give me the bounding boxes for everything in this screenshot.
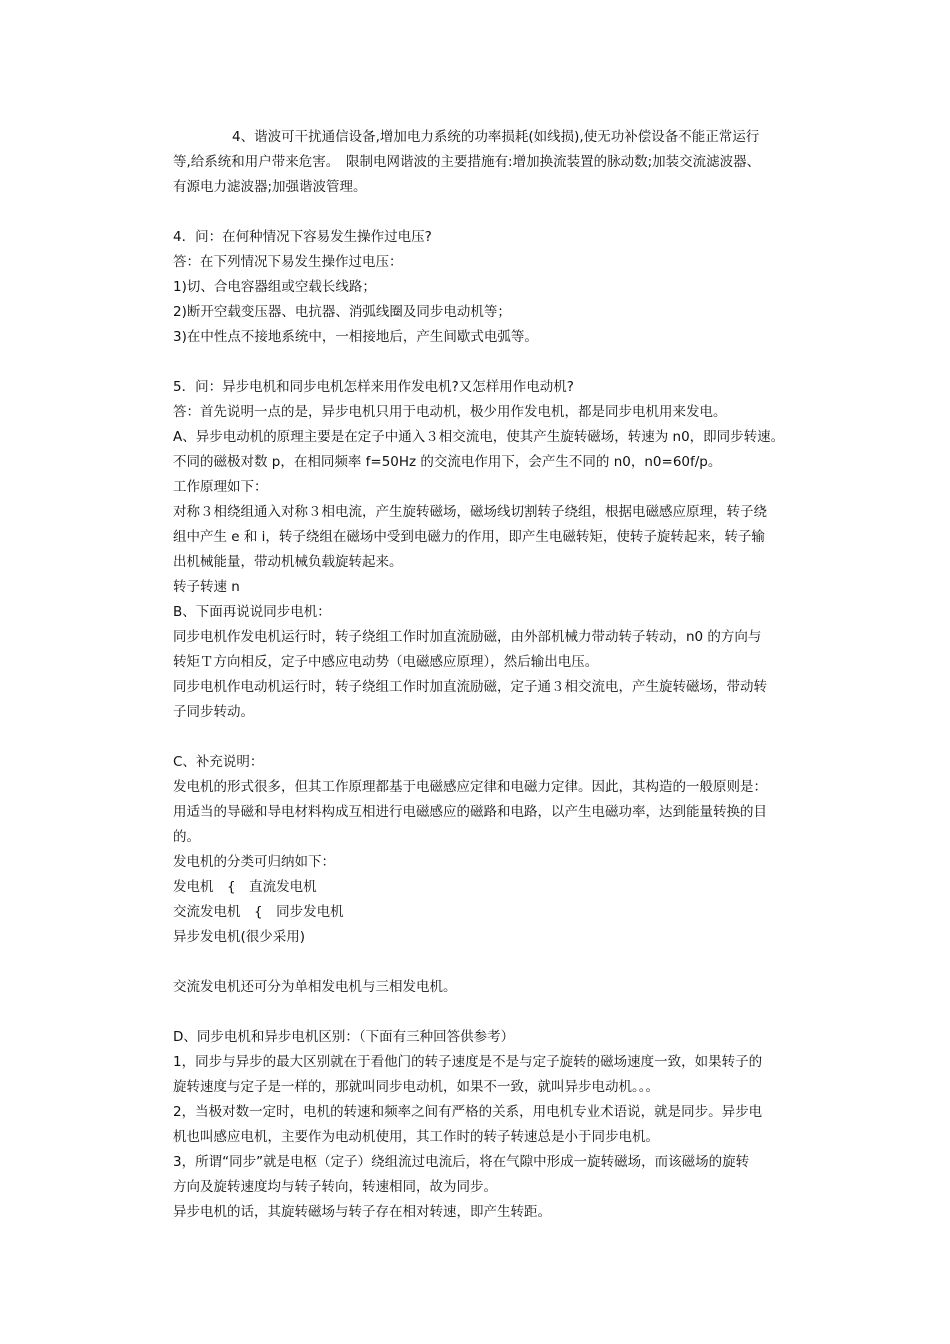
- paragraph-line: 交流发电机还可分为单相发电机与三相发电机。: [173, 979, 457, 995]
- question-heading: 5．问：异步电机和同步电机怎样来用作发电机?又怎样用作电动机?: [173, 379, 574, 395]
- paragraph-line: 不同的磁极对数 p，在相同频率 f=50Hz 的交流电作用下，会产生不同的 n0，n0=60f/p。: [173, 454, 722, 470]
- answer-line: 答：首先说明一点的是，异步电机只用于电动机，极少用作发电机，都是同步电机用来发电。: [173, 404, 727, 420]
- paragraph-line: 转矩Ｔ方向相反，定子中感应电动势（电磁感应原理），然后输出电压。: [173, 654, 599, 670]
- paragraph-line: 等,给系统和用户带来危害。 限制电网谐波的主要措施有:增加换流装置的脉动数;加装交流滤波器、: [173, 154, 761, 170]
- paragraph-line: 对称３相绕组通入对称３相电流，产生旋转磁场，磁场线切割转子绕组，根据电磁感应原理，转子绕: [173, 504, 767, 520]
- classification-line: 异步发电机(很少采用): [173, 929, 306, 945]
- paragraph-line: 异步电机的话，其旋转磁场与转子存在相对转速，即产生转距。: [173, 1204, 551, 1220]
- paragraph-line: 机也叫感应电机，主要作为电动机使用，其工作时的转子转速总是小于同步电机。: [173, 1129, 659, 1145]
- paragraph-line: 有源电力滤波器;加强谐波管理。: [173, 179, 367, 195]
- paragraph-line: 同步电机作发电机运行时，转子绕组工作时加直流励磁，由外部机械力带动转子转动，n0 的方向与: [173, 629, 762, 645]
- paragraph-line: 1，同步与异步的最大区别就在于看他门的转子速度是不是与定子旋转的磁场速度一致，如果转子的: [173, 1054, 763, 1070]
- paragraph-line: 出机械能量，带动机械负载旋转起来。: [173, 554, 403, 570]
- paragraph-line: 同步电机作电动机运行时，转子绕组工作时加直流励磁，定子通３相交流电，产生旋转磁场，带动转: [173, 679, 767, 695]
- paragraph-line-harmonics: 4、谐波可干扰通信设备,增加电力系统的功率损耗(如线损),使无功补偿设备不能正常运行: [232, 129, 760, 145]
- section-b-line: B、下面再说说同步电机：: [173, 604, 331, 620]
- paragraph-line: 的。: [173, 829, 200, 845]
- paragraph-line: 旋转速度与定子是一样的，那就叫同步电动机，如果不一致，就叫异步电动机。。。: [173, 1079, 659, 1095]
- paragraph-line: 工作原理如下：: [173, 479, 268, 495]
- paragraph-line: 组中产生 e 和 i，转子绕组在磁场中受到电磁力的作用，即产生电磁转矩，使转子旋转起来，转子输: [173, 529, 765, 545]
- list-item: 1)切、合电容器组或空载长线路；: [173, 279, 376, 295]
- paragraph-line: 子同步转动。: [173, 704, 254, 720]
- paragraph-line: 发电机的形式很多，但其工作原理都基于电磁感应定律和电磁力定律。因此，其构造的一般原则是：: [173, 779, 767, 795]
- section-a-line: A、异步电动机的原理主要是在定子中通入３相交流电，使其产生旋转磁场，转速为 n0，即同步转速。: [173, 429, 785, 445]
- paragraph-line: 方向及旋转速度均与转子转向，转速相同，故为同步。: [173, 1179, 497, 1195]
- paragraph-line: 转子转速 n: [173, 579, 240, 595]
- list-item: 3)在中性点不接地系统中，一相接地后，产生间歇式电弧等。: [173, 329, 538, 345]
- answer-line: 答：在下列情况下易发生操作过电压：: [173, 254, 403, 270]
- question-heading: 4．问：在何种情况下容易发生操作过电压?: [173, 229, 432, 245]
- list-item: 2)断开空载变压器、电抗器、消弧线圈及同步电动机等；: [173, 304, 511, 320]
- section-d-line: D、同步电机和异步电机区别：（下面有三种回答供参考）: [173, 1029, 515, 1045]
- classification-line: 发电机 { 直流发电机: [173, 879, 317, 895]
- section-c-line: C、补充说明：: [173, 754, 264, 770]
- paragraph-line: 发电机的分类可归纳如下：: [173, 854, 335, 870]
- classification-line: 交流发电机 { 同步发电机: [173, 904, 344, 920]
- paragraph-line: 2，当极对数一定时，电机的转速和频率之间有严格的关系，用电机专业术语说，就是同步。异步电: [173, 1104, 763, 1120]
- paragraph-line: 用适当的导磁和导电材料构成互相进行电磁感应的磁路和电路，以产生电磁功率，达到能量转换的目: [173, 804, 767, 820]
- paragraph-line: 3，所谓“同步”就是电枢（定子）绕组流过电流后，将在气隙中形成一旋转磁场，而该磁场的旋转: [173, 1154, 750, 1170]
